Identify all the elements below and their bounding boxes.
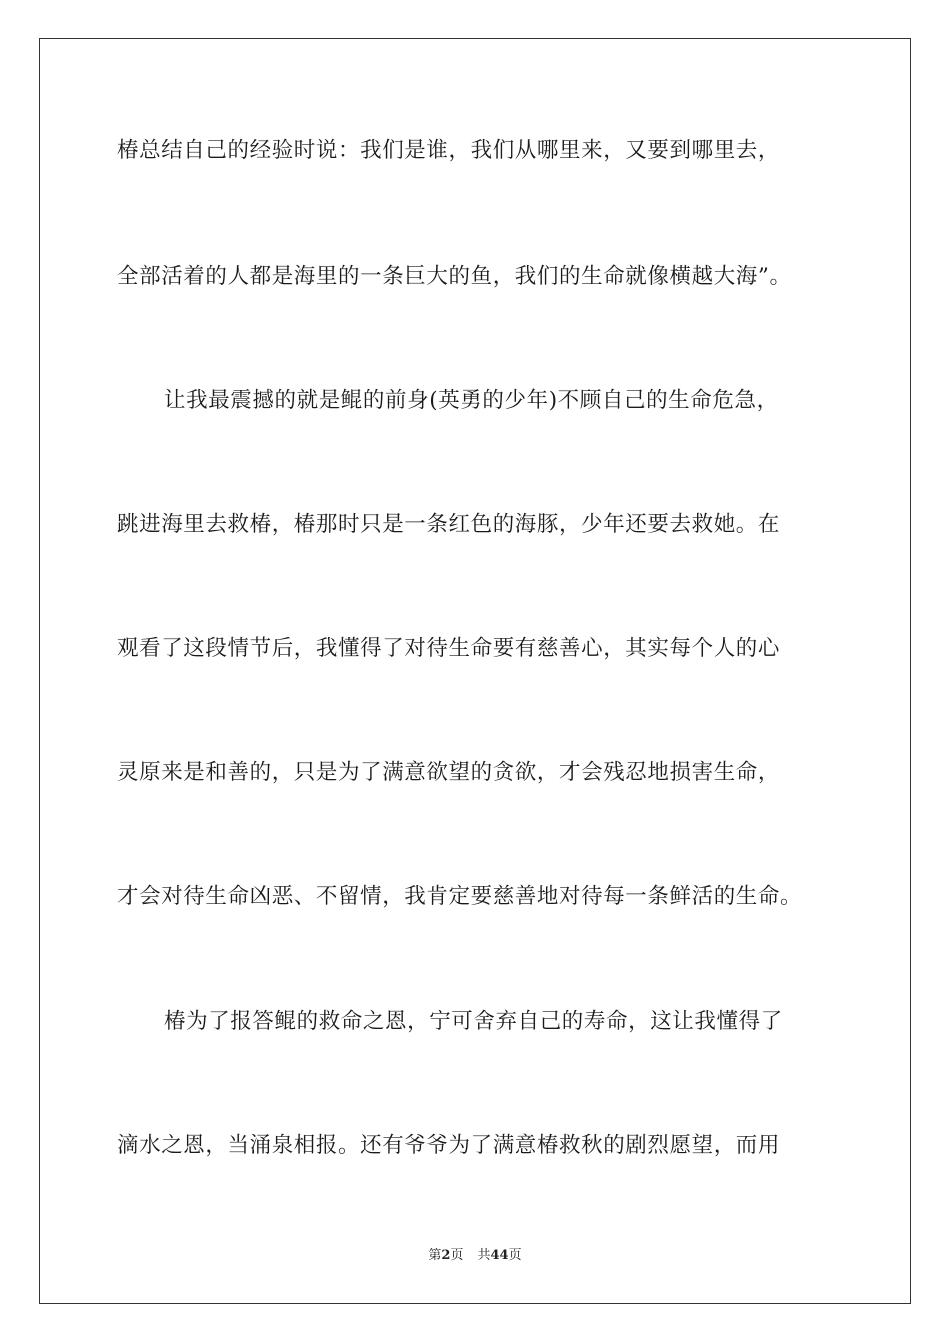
body-line-9: 滴水之恩，当涌泉相报。还有爷爷为了满意椿救秋的剧烈愿望，而用 bbox=[117, 1133, 781, 1158]
page-number: 2 bbox=[441, 1248, 451, 1263]
body-line-1: 椿总结自己的经验时说：我们是谁，我们从哪里来，又要到哪里去， bbox=[117, 138, 781, 163]
body-line-8: 椿为了报答鲲的救命之恩，宁可舍弃自己的寿命，这让我懂得了 bbox=[164, 1009, 783, 1034]
body-line-7: 才会对待生命凶恶、不留情，我肯定要慈善地对待每一条鲜活的生命。 bbox=[117, 884, 803, 909]
total-prefix: 共 bbox=[477, 1248, 491, 1263]
body-line-5: 观看了这段情节后，我懂得了对待生命要有慈善心，其实每个人的心 bbox=[117, 636, 781, 661]
page-suffix: 页 bbox=[450, 1248, 464, 1263]
total-pages: 44 bbox=[490, 1248, 509, 1263]
page-footer bbox=[0, 1247, 950, 1265]
page-border bbox=[39, 38, 911, 1304]
page-prefix: 第 bbox=[428, 1248, 442, 1263]
body-line-2: 全部活着的人都是海里的一条巨大的鱼，我们的生命就像横越大海”。 bbox=[117, 264, 792, 289]
body-line-3: 让我最震撼的就是鲲的前身(英勇的少年)不顾自己的生命危急， bbox=[164, 388, 779, 413]
body-line-4: 跳进海里去救椿，椿那时只是一条红色的海豚，少年还要去救她。在 bbox=[117, 512, 781, 537]
body-line-6: 灵原来是和善的，只是为了满意欲望的贪欲，才会残忍地损害生命， bbox=[117, 760, 781, 785]
total-suffix: 页 bbox=[508, 1248, 522, 1263]
